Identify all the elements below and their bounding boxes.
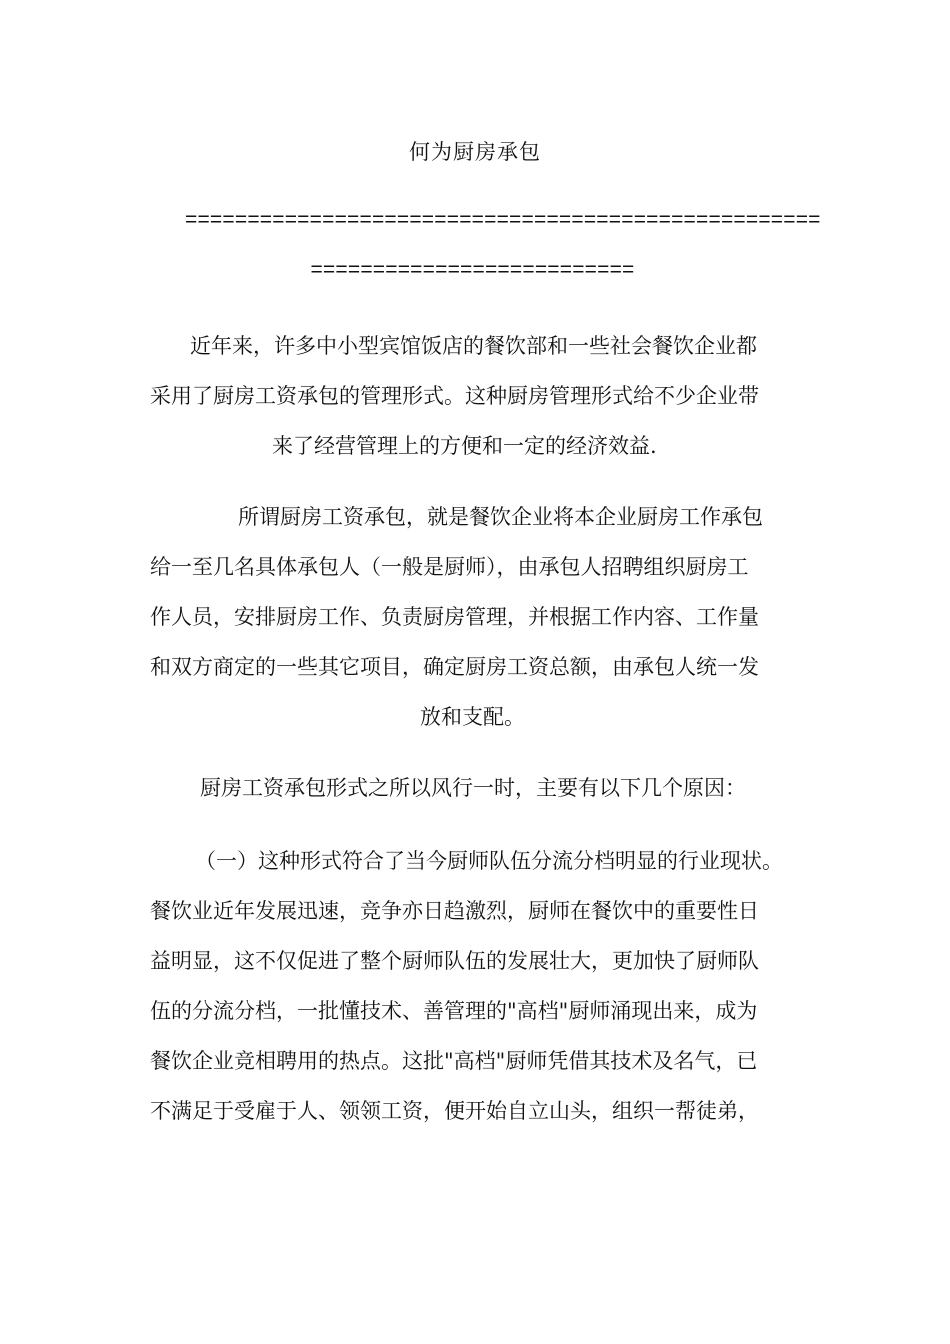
separator-line-1: =================================================== (185, 208, 821, 231)
paragraph-2-line-2: 给一至几名具体承包人（一般是厨师），由承包人招聘组织厨房工 (150, 555, 749, 579)
paragraph-1-line-1: 近年来，许多中小型宾馆饭店的餐饮部和一些社会餐饮企业都 (190, 334, 757, 358)
paragraph-1-line-2: 采用了厨房工资承包的管理形式。这种厨房管理形式给不少企业带 (150, 384, 759, 408)
paragraph-4-line-1: （一）这种形式符合了当今厨师队伍分流分档明显的行业现状。 (195, 849, 783, 873)
paragraph-4-line-3: 益明显，这不仅促进了整个厨师队伍的发展壮大，更加快了厨师队 (150, 949, 759, 973)
separator-line-2: ========================== (310, 258, 635, 281)
paragraph-4-line-2: 餐饮业近年发展迅速，竞争亦日趋激烈，厨师在餐饮中的重要性日 (150, 899, 759, 923)
paragraph-2-line-4: 和双方商定的一些其它项目，确定厨房工资总额，由承包人统一发 (150, 655, 759, 679)
document-title: 何为厨房承包 (409, 140, 541, 164)
paragraph-4-line-4: 伍的分流分档，一批懂技术、善管理的"高档"厨师涌现出来，成为 (150, 999, 758, 1023)
paragraph-1-line-3: 来了经营管理上的方便和一定的经济效益. (272, 434, 657, 458)
paragraph-2-line-3: 作人员，安排厨房工作、负责厨房管理，并根据工作内容、工作量 (150, 605, 759, 629)
paragraph-2-line-5: 放和支配。 (420, 705, 525, 729)
paragraph-2-line-1: 所谓厨房工资承包，就是餐饮企业将本企业厨房工作承包 (238, 505, 763, 529)
paragraph-4-line-5: 餐饮企业竞相聘用的热点。这批"高档"厨师凭借其技术及名气，已 (150, 1049, 758, 1073)
paragraph-3-line-1: 厨房工资承包形式之所以风行一时，主要有以下几个原因： (200, 776, 746, 800)
paragraph-4-line-6: 不满足于受雇于人、领领工资，便开始自立山头，组织一帮徒弟， (150, 1099, 759, 1123)
